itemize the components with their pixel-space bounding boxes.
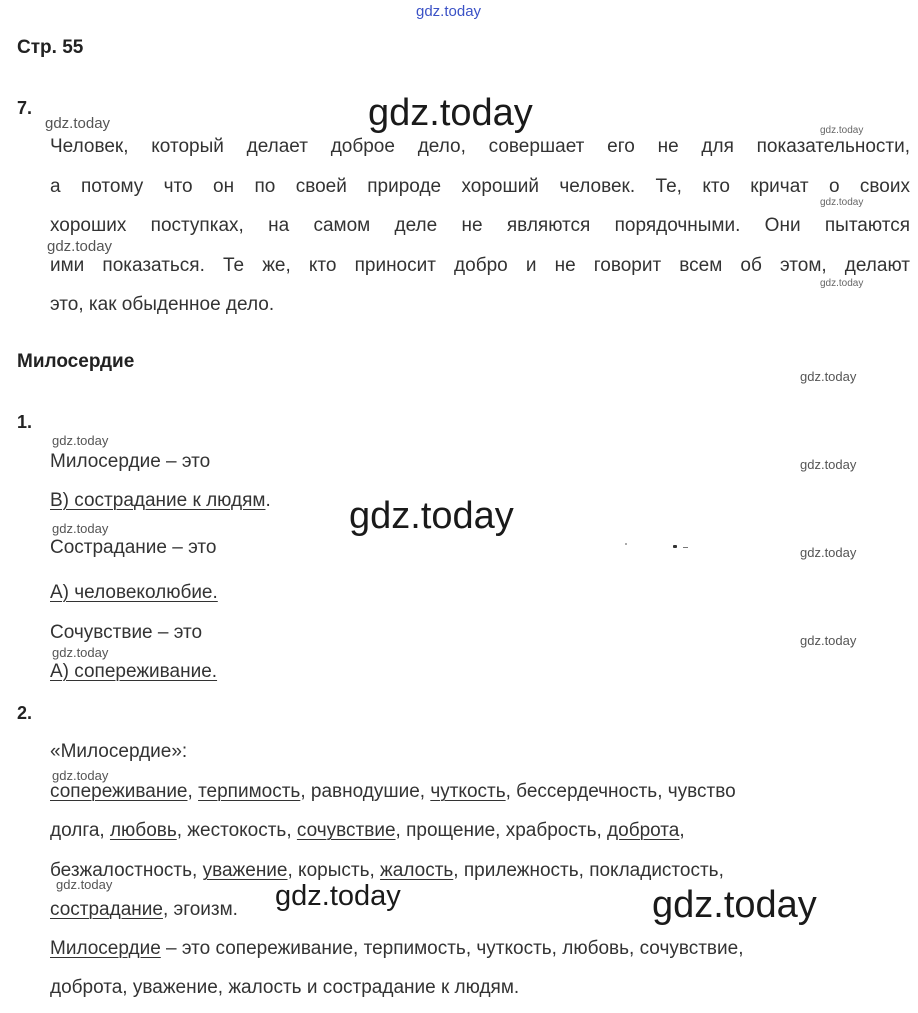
paragraph-line: Человек, который делает доброе дело, совершает его не для показательности, bbox=[50, 136, 910, 157]
watermark-large: gdz.today bbox=[349, 495, 514, 537]
word-separator: , жестокость, bbox=[176, 820, 297, 841]
word-separator: , бессердечность, чувство bbox=[505, 781, 736, 802]
paragraph-line: хороших поступках, на самом деле не являются порядочными. Они пытаются bbox=[50, 215, 910, 236]
watermark-tiny: gdz.today bbox=[820, 278, 864, 289]
page-title: Стр. 55 bbox=[17, 37, 84, 58]
watermark-medium: gdz.today bbox=[275, 880, 401, 912]
word-separator: , равнодушие, bbox=[300, 781, 431, 802]
word-list-line bbox=[50, 899, 238, 921]
conclusion-term: Милосердие bbox=[50, 938, 161, 959]
scan-speck bbox=[673, 545, 677, 548]
word-list-line bbox=[50, 820, 685, 842]
question-text: Милосердие – это bbox=[50, 451, 211, 472]
watermark-large: gdz.today bbox=[652, 884, 817, 926]
watermark-small: gdz.today bbox=[800, 633, 857, 648]
selected-word: уважение bbox=[202, 860, 288, 881]
watermark-small: gdz.today bbox=[45, 115, 111, 132]
watermark-small: gdz.today bbox=[52, 521, 109, 536]
watermark-tiny: gdz.today bbox=[820, 125, 864, 136]
scan-speck bbox=[625, 543, 627, 545]
watermark-large: gdz.today bbox=[368, 92, 533, 134]
question-text: Сочувствие – это bbox=[50, 622, 203, 643]
watermark-small: gdz.today bbox=[52, 768, 109, 783]
watermark-small: gdz.today bbox=[52, 645, 109, 660]
answer-tail: . bbox=[265, 490, 271, 511]
conclusion-text: – это сопереживание, терпимость, чуткость, любовь, сочувствие, bbox=[160, 938, 744, 959]
word-separator: , bbox=[679, 820, 685, 841]
selected-word: любовь bbox=[109, 820, 177, 841]
watermark-small: gdz.today bbox=[800, 457, 857, 472]
word-separator: , прилежность, покладистость, bbox=[453, 860, 724, 881]
selected-word: сочувствие bbox=[296, 820, 396, 841]
watermark-top: gdz.today bbox=[416, 3, 482, 20]
word-separator: , эгоизм. bbox=[162, 899, 238, 920]
task-number: 1. bbox=[17, 412, 33, 432]
watermark-small: gdz.today bbox=[800, 369, 857, 384]
watermark-small: gdz.today bbox=[47, 238, 113, 255]
word-list-line bbox=[50, 860, 724, 882]
selected-word: доброта bbox=[607, 820, 680, 841]
conclusion-line bbox=[50, 938, 743, 960]
conclusion-line: доброта, уважение, жалость и сострадание к людям. bbox=[50, 977, 520, 998]
selected-word: жалость bbox=[380, 860, 454, 881]
watermark-tiny: gdz.today bbox=[820, 197, 864, 208]
paragraph-line: ими показаться. Те же, кто приносит добро и не говорит всем об этом, делают bbox=[50, 255, 910, 276]
answer-underlined: А) человеколюбие. bbox=[50, 582, 218, 603]
paragraph-line: а потому что он по своей природе хороший человек. Те, кто кричат о своих bbox=[50, 176, 910, 197]
word-separator: безжалостность, bbox=[50, 860, 203, 881]
question-text: Сострадание – это bbox=[50, 537, 217, 558]
section-title: Милосердие bbox=[17, 351, 135, 372]
word-separator: , bbox=[187, 781, 199, 802]
selected-word: чуткость bbox=[430, 781, 506, 802]
selected-word: сопереживание bbox=[50, 781, 188, 802]
paragraph-line: это, как обыденное дело. bbox=[50, 294, 275, 315]
watermark-small: gdz.today bbox=[56, 877, 113, 892]
task-number: 2. bbox=[17, 703, 33, 723]
scan-speck bbox=[683, 547, 688, 548]
word-separator: долга, bbox=[50, 820, 110, 841]
word-separator: , прощение, храбрость, bbox=[395, 820, 608, 841]
word-list-line bbox=[50, 781, 736, 803]
selected-word: терпимость bbox=[198, 781, 301, 802]
selected-word: сострадание bbox=[50, 899, 163, 920]
task-number: 7. bbox=[17, 98, 33, 118]
watermark-small: gdz.today bbox=[52, 433, 109, 448]
task-label: «Милосердие»: bbox=[50, 741, 188, 762]
word-separator: , корысть, bbox=[287, 860, 381, 881]
answer-underlined: В) сострадание к людям bbox=[50, 490, 266, 511]
watermark-small: gdz.today bbox=[800, 545, 857, 560]
answer-underlined: А) сопереживание. bbox=[50, 661, 218, 682]
answer-text bbox=[50, 490, 271, 512]
